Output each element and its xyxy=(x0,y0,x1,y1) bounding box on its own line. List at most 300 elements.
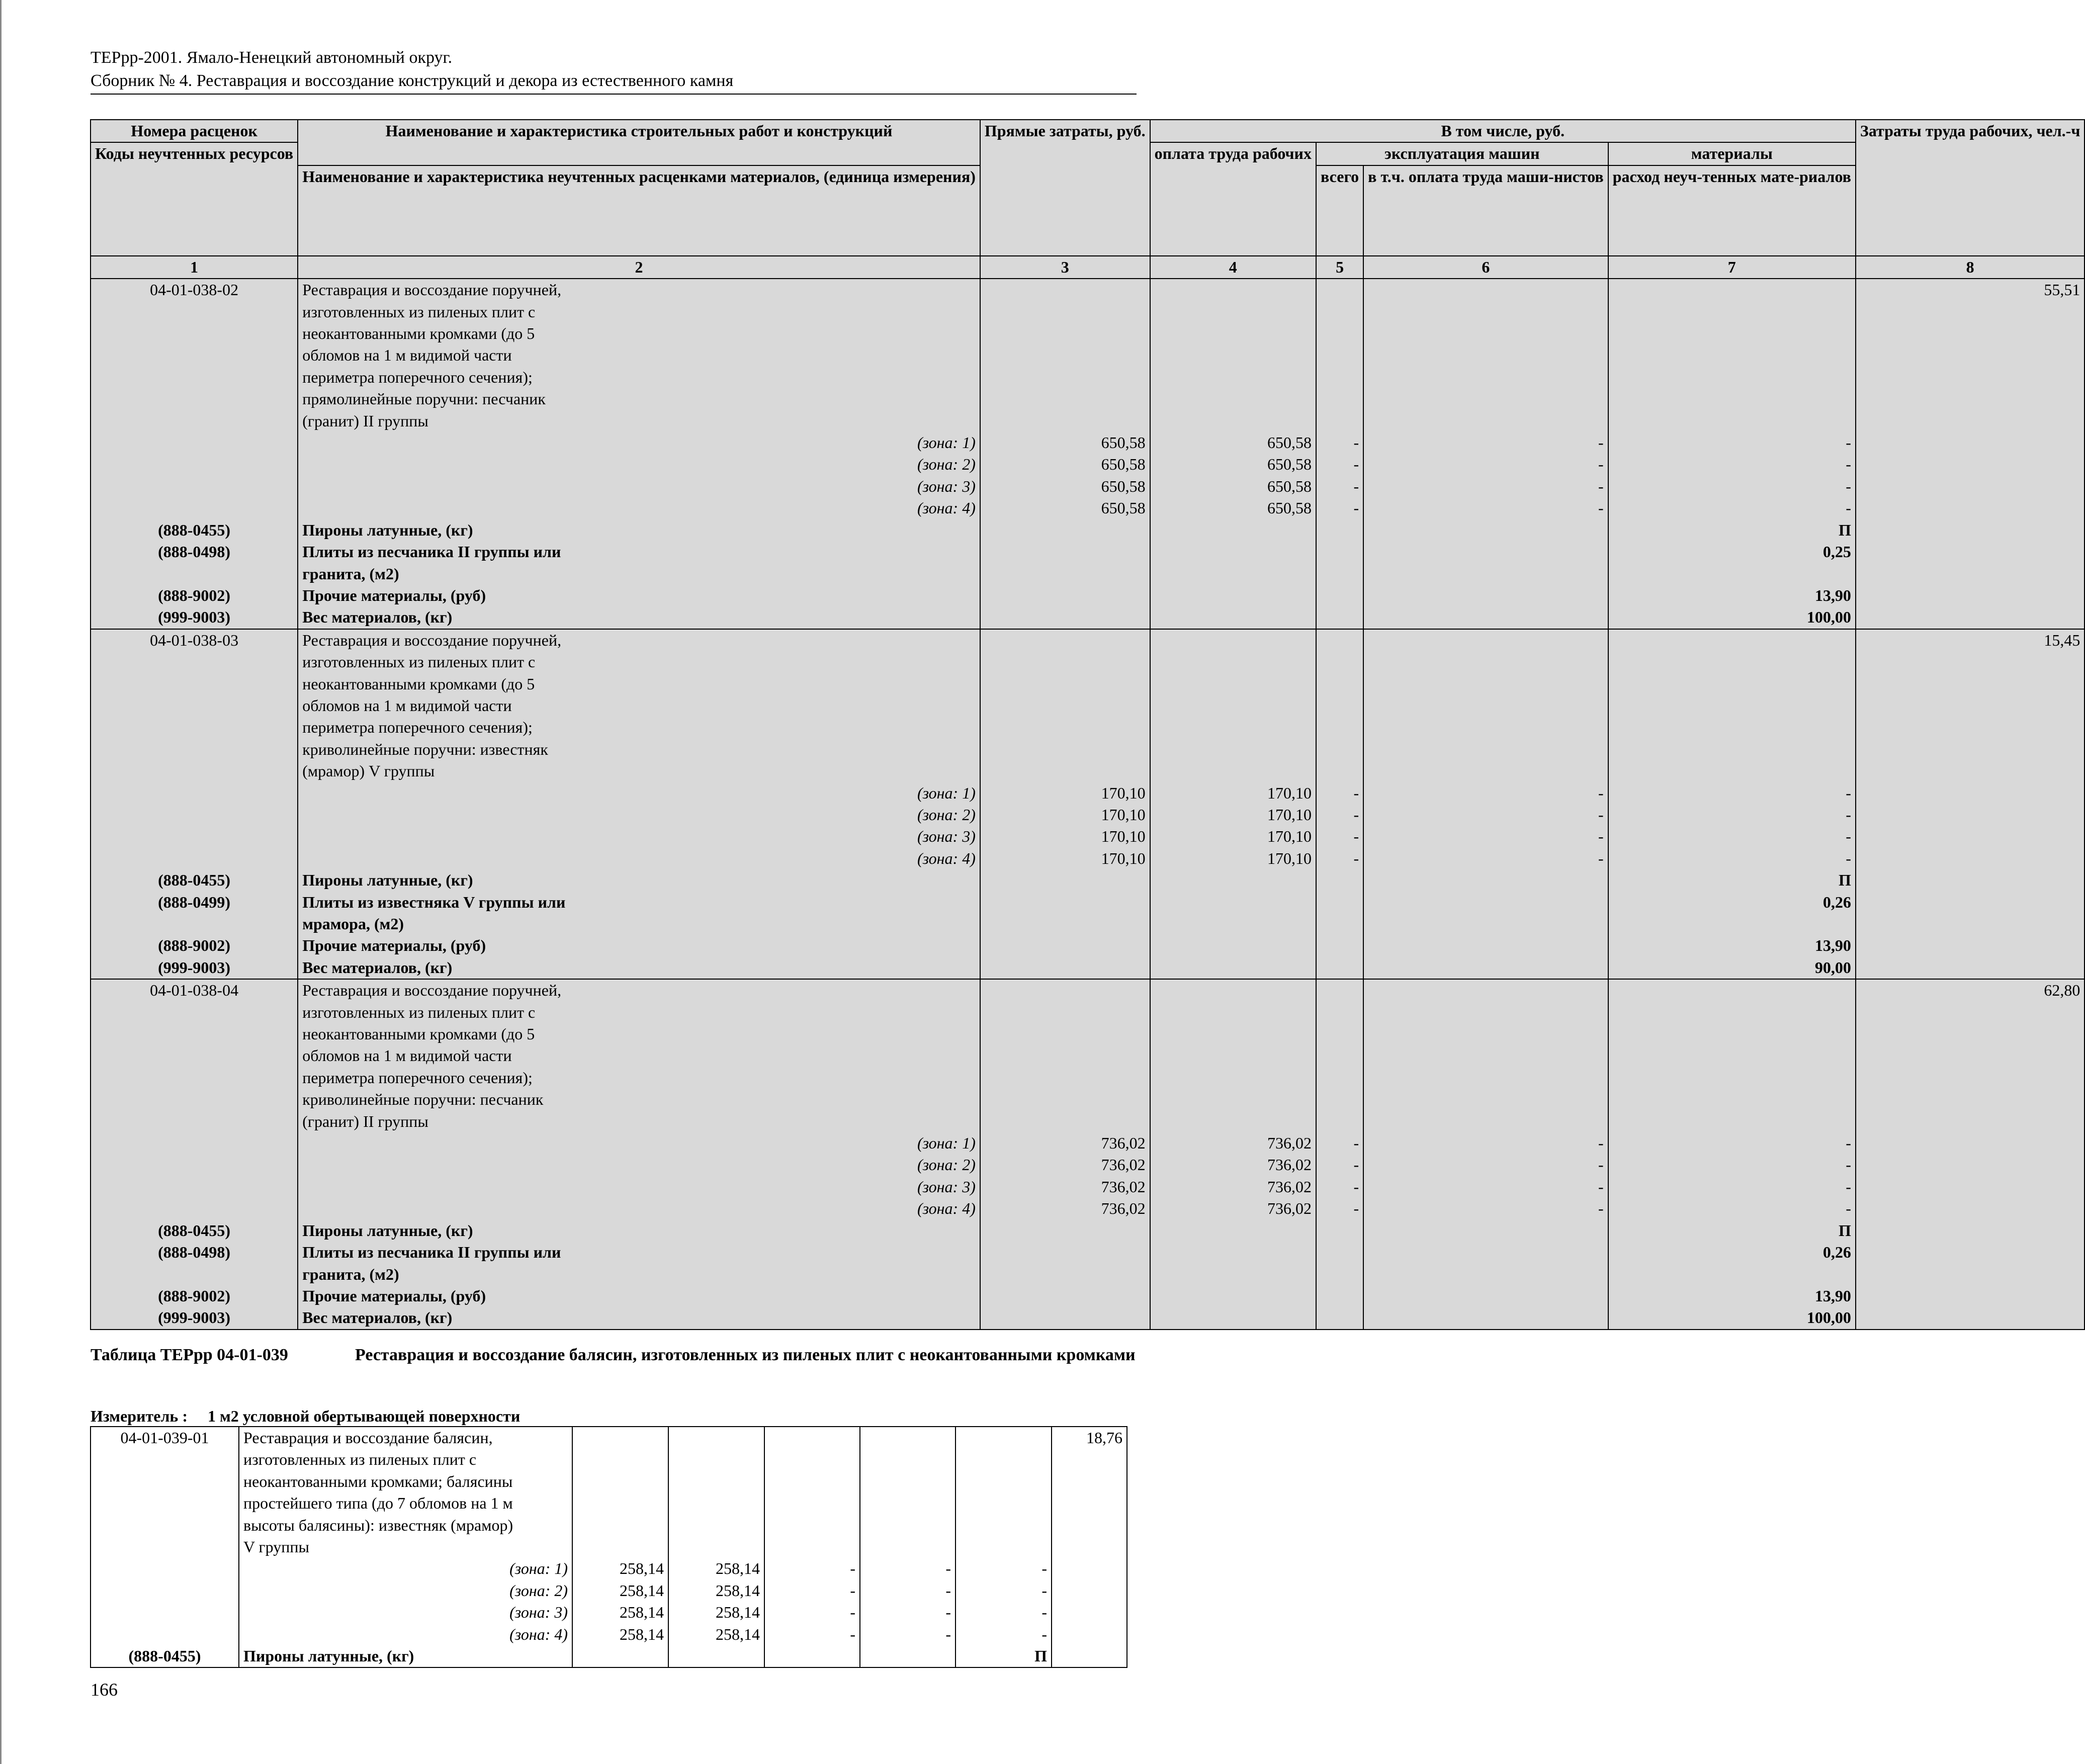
col-number: 2 xyxy=(298,256,980,279)
col-number: 7 xyxy=(1608,256,1856,279)
empty-cell xyxy=(572,1471,668,1492)
empty-cell xyxy=(980,739,1150,760)
description-row xyxy=(91,1067,2084,1089)
empty-cell xyxy=(572,1427,668,1449)
empty-cell xyxy=(91,454,298,475)
description-row xyxy=(91,673,2084,695)
materials-cost: - xyxy=(955,1602,1052,1623)
direct-cost: 736,02 xyxy=(980,1154,1150,1176)
resource-consumption: П xyxy=(1608,519,1856,541)
materials-cost: - xyxy=(1608,1176,1856,1198)
empty-cell xyxy=(91,804,298,826)
resource-consumption: 0,25 xyxy=(1608,541,1856,563)
description-row xyxy=(91,1045,2084,1067)
zone-row xyxy=(91,432,2084,454)
resource-consumption: 100,00 xyxy=(1608,606,1856,629)
empty-cell xyxy=(1150,1220,1316,1242)
empty-cell xyxy=(980,563,1150,585)
empty-cell xyxy=(1316,717,1363,738)
empty-cell xyxy=(980,1089,1150,1110)
empty-cell xyxy=(980,344,1150,366)
empty-cell xyxy=(1316,1067,1363,1089)
rate-code: 04-01-038-04 xyxy=(91,979,298,1001)
description-line: обломов на 1 м видимой части xyxy=(298,1045,980,1067)
materials-cost: - xyxy=(1608,497,1856,519)
direct-cost: 258,14 xyxy=(572,1624,668,1645)
description-line: Реставрация и воссоздание поручней, xyxy=(298,979,980,1001)
resource-consumption: 100,00 xyxy=(1608,1307,1856,1329)
description-row xyxy=(91,301,2084,323)
machinist-pay: - xyxy=(1363,782,1608,804)
measure-line xyxy=(91,1406,520,1426)
machine-total: - xyxy=(1316,826,1363,847)
resource-code: (888-0455) xyxy=(91,869,298,891)
empty-cell xyxy=(980,1242,1150,1263)
empty-cell xyxy=(860,1492,955,1514)
description-line: криволинейные поручни: песчаник xyxy=(298,1089,980,1110)
description-line: изготовленных из пиленых плит с xyxy=(239,1449,572,1470)
empty-cell xyxy=(1608,629,1856,651)
empty-cell xyxy=(668,1427,764,1449)
empty-cell xyxy=(1363,957,1608,979)
empty-cell xyxy=(1150,1045,1316,1067)
empty-cell xyxy=(1608,695,1856,717)
col-number: 4 xyxy=(1150,256,1316,279)
empty-cell xyxy=(1363,760,1608,782)
resource-name: Плиты из известняка V группы или xyxy=(298,892,980,913)
empty-cell xyxy=(91,367,298,388)
empty-cell xyxy=(91,1264,298,1285)
col-number: 3 xyxy=(980,256,1150,279)
table-2-heading: Реставрация и воссоздание балясин, изготовленных из пиленых плит с неокантованными кромками xyxy=(355,1346,1136,1364)
empty-cell xyxy=(980,519,1150,541)
empty-cell xyxy=(1316,344,1363,366)
empty-cell xyxy=(91,1602,239,1623)
empty-cell xyxy=(1363,410,1608,432)
empty-cell xyxy=(1608,344,1856,366)
col-number: 5 xyxy=(1316,256,1363,279)
description-row xyxy=(91,323,2084,344)
empty-cell xyxy=(1856,935,2084,956)
labor-cost: 15,45 xyxy=(1856,629,2084,651)
direct-cost: 736,02 xyxy=(980,1198,1150,1219)
empty-cell xyxy=(91,497,298,519)
machinist-pay: - xyxy=(1363,1132,1608,1154)
empty-cell xyxy=(1316,913,1363,935)
empty-cell xyxy=(91,1624,239,1645)
empty-cell xyxy=(1150,717,1316,738)
empty-cell xyxy=(1150,323,1316,344)
resource-code: (888-0498) xyxy=(91,1242,298,1263)
empty-cell xyxy=(1316,563,1363,585)
empty-cell xyxy=(1150,892,1316,913)
machinist-pay: - xyxy=(860,1558,955,1579)
description-line: периметра поперечного сечения); xyxy=(298,1067,980,1089)
resource-name: гранита, (м2) xyxy=(298,563,980,585)
empty-cell xyxy=(1052,1580,1127,1602)
empty-cell xyxy=(1150,1264,1316,1285)
empty-cell xyxy=(91,651,298,673)
description-row xyxy=(91,1111,2084,1132)
empty-cell xyxy=(1363,1220,1608,1242)
direct-cost: 170,10 xyxy=(980,826,1150,847)
empty-cell xyxy=(1856,1285,2084,1307)
empty-cell xyxy=(1608,1067,1856,1089)
description-line: Реставрация и воссоздание балясин, xyxy=(239,1427,572,1449)
empty-cell xyxy=(1316,629,1363,651)
machine-total: - xyxy=(764,1580,860,1602)
empty-cell xyxy=(1316,367,1363,388)
empty-cell xyxy=(1856,367,2084,388)
description-row xyxy=(91,1002,2084,1023)
empty-cell xyxy=(91,1492,239,1514)
resource-row xyxy=(91,957,2084,979)
description-line: (мрамор) V группы xyxy=(298,760,980,782)
empty-cell xyxy=(955,1492,1052,1514)
direct-cost: 736,02 xyxy=(980,1176,1150,1198)
empty-cell xyxy=(1052,1624,1127,1645)
direct-cost: 258,14 xyxy=(572,1558,668,1579)
worker-pay: 170,10 xyxy=(1150,848,1316,869)
empty-cell xyxy=(980,279,1150,301)
empty-cell xyxy=(980,892,1150,913)
description-row xyxy=(91,1515,1127,1536)
empty-cell xyxy=(668,1492,764,1514)
description-row xyxy=(91,1089,2084,1110)
empty-cell xyxy=(91,739,298,760)
resource-code: (999-9003) xyxy=(91,1307,298,1329)
empty-cell xyxy=(1363,913,1608,935)
zone-label: (зона: 1) xyxy=(298,432,980,454)
empty-cell xyxy=(980,367,1150,388)
resource-code: (999-9003) xyxy=(91,606,298,629)
empty-cell xyxy=(764,1492,860,1514)
empty-cell xyxy=(764,1449,860,1470)
empty-cell xyxy=(91,826,298,847)
empty-cell xyxy=(980,935,1150,956)
resource-code: (888-0455) xyxy=(91,1220,298,1242)
empty-cell xyxy=(572,1449,668,1470)
empty-cell xyxy=(1608,410,1856,432)
col-consumption: расход неуч-тенных мате-риалов xyxy=(1608,165,1856,256)
empty-cell xyxy=(1856,1045,2084,1067)
machinist-pay: - xyxy=(1363,1198,1608,1219)
resource-row xyxy=(91,563,2084,585)
empty-cell xyxy=(860,1536,955,1558)
empty-cell xyxy=(980,1023,1150,1045)
empty-cell xyxy=(1856,388,2084,410)
zone-row xyxy=(91,1132,2084,1154)
empty-cell xyxy=(1608,1002,1856,1023)
empty-cell xyxy=(980,1264,1150,1285)
empty-cell xyxy=(1856,760,2084,782)
empty-cell xyxy=(1316,739,1363,760)
empty-cell xyxy=(1856,519,2084,541)
description-line: обломов на 1 м видимой части xyxy=(298,695,980,717)
description-line: периметра поперечного сечения); xyxy=(298,367,980,388)
empty-cell xyxy=(1150,913,1316,935)
direct-cost: 170,10 xyxy=(980,782,1150,804)
empty-cell xyxy=(1150,279,1316,301)
empty-cell xyxy=(1608,1089,1856,1110)
empty-cell xyxy=(1316,323,1363,344)
empty-cell xyxy=(980,673,1150,695)
empty-cell xyxy=(1608,1045,1856,1067)
empty-cell xyxy=(1856,892,2084,913)
machinist-pay: - xyxy=(1363,432,1608,454)
worker-pay: 258,14 xyxy=(668,1602,764,1623)
empty-cell xyxy=(1150,935,1316,956)
empty-cell xyxy=(572,1492,668,1514)
machinist-pay: - xyxy=(1363,476,1608,497)
empty-cell xyxy=(1856,717,2084,738)
description-line: прямолинейные поручни: песчаник xyxy=(298,388,980,410)
empty-cell xyxy=(1608,1023,1856,1045)
zone-row xyxy=(91,826,2084,847)
labor-cost: 18,76 xyxy=(1052,1427,1127,1449)
empty-cell xyxy=(1316,892,1363,913)
zone-row xyxy=(91,1580,1127,1602)
resource-name: Плиты из песчаника II группы или xyxy=(298,1242,980,1263)
empty-cell xyxy=(1316,388,1363,410)
worker-pay: 650,58 xyxy=(1150,476,1316,497)
empty-cell xyxy=(1052,1515,1127,1536)
empty-cell xyxy=(91,432,298,454)
description-line: изготовленных из пиленых плит с xyxy=(298,301,980,323)
empty-cell xyxy=(980,585,1150,606)
empty-cell xyxy=(1608,739,1856,760)
empty-cell xyxy=(1150,1111,1316,1132)
empty-cell xyxy=(1316,279,1363,301)
empty-cell xyxy=(980,869,1150,891)
worker-pay: 650,58 xyxy=(1150,432,1316,454)
machinist-pay: - xyxy=(1363,1176,1608,1198)
empty-cell xyxy=(1608,760,1856,782)
empty-cell xyxy=(91,1176,298,1198)
resource-consumption: П xyxy=(955,1645,1052,1667)
empty-cell xyxy=(1150,344,1316,366)
empty-cell xyxy=(980,388,1150,410)
empty-cell xyxy=(1150,651,1316,673)
empty-cell xyxy=(1608,279,1856,301)
empty-cell xyxy=(1608,717,1856,738)
empty-cell xyxy=(91,1580,239,1602)
empty-cell xyxy=(91,1449,239,1470)
worker-pay: 170,10 xyxy=(1150,804,1316,826)
empty-cell xyxy=(764,1427,860,1449)
empty-cell xyxy=(1608,367,1856,388)
empty-cell xyxy=(1608,979,1856,1001)
empty-cell xyxy=(1363,979,1608,1001)
machinist-pay: - xyxy=(1363,848,1608,869)
direct-cost: 258,14 xyxy=(572,1580,668,1602)
empty-cell xyxy=(1856,1002,2084,1023)
empty-cell xyxy=(668,1449,764,1470)
zone-row xyxy=(91,1558,1127,1579)
empty-cell xyxy=(1363,519,1608,541)
empty-cell xyxy=(1150,760,1316,782)
materials-cost: - xyxy=(1608,1198,1856,1219)
worker-pay: 258,14 xyxy=(668,1558,764,1579)
empty-cell xyxy=(955,1449,1052,1470)
machinist-pay: - xyxy=(1363,454,1608,475)
zone-label: (зона: 3) xyxy=(298,476,980,497)
empty-cell xyxy=(1316,1220,1363,1242)
empty-cell xyxy=(91,1558,239,1579)
empty-cell xyxy=(980,629,1150,651)
empty-cell xyxy=(1150,739,1316,760)
empty-cell xyxy=(1363,869,1608,891)
empty-cell xyxy=(1856,1089,2084,1110)
empty-cell xyxy=(955,1427,1052,1449)
empty-cell xyxy=(1150,695,1316,717)
empty-cell xyxy=(1856,1023,2084,1045)
resource-name: Прочие материалы, (руб) xyxy=(298,585,980,606)
empty-cell xyxy=(1150,957,1316,979)
empty-cell xyxy=(1856,1132,2084,1154)
empty-cell xyxy=(91,410,298,432)
zone-label: (зона: 3) xyxy=(239,1602,572,1623)
empty-cell xyxy=(1363,541,1608,563)
empty-cell xyxy=(1856,695,2084,717)
empty-cell xyxy=(1316,606,1363,629)
empty-cell xyxy=(1150,1089,1316,1110)
empty-cell xyxy=(1316,869,1363,891)
page-number: 166 xyxy=(91,1680,118,1700)
machinist-pay: - xyxy=(1363,826,1608,847)
zone-label: (зона: 2) xyxy=(239,1580,572,1602)
empty-cell xyxy=(1856,848,2084,869)
direct-cost: 650,58 xyxy=(980,454,1150,475)
description-line: неокантованными кромками (до 5 xyxy=(298,1023,980,1045)
empty-cell xyxy=(1363,1023,1608,1045)
empty-cell xyxy=(1052,1449,1127,1470)
empty-cell xyxy=(91,782,298,804)
materials-cost: - xyxy=(1608,476,1856,497)
empty-cell xyxy=(1316,301,1363,323)
worker-pay: 258,14 xyxy=(668,1580,764,1602)
zone-row xyxy=(91,1154,2084,1176)
empty-cell xyxy=(91,388,298,410)
zone-row xyxy=(91,1176,2084,1198)
empty-cell xyxy=(91,1515,239,1536)
empty-cell xyxy=(1608,913,1856,935)
empty-cell xyxy=(1856,1154,2084,1176)
header-line-2: Сборник № 4. Реставрация и воссоздание конструкций и декора из естественного камня xyxy=(91,71,734,90)
resource-row xyxy=(91,1220,2084,1242)
machine-total: - xyxy=(1316,432,1363,454)
col-name-works: Наименование и характеристика строительных работ и конструкций xyxy=(298,120,980,165)
empty-cell xyxy=(91,1471,239,1492)
empty-cell xyxy=(91,344,298,366)
direct-cost: 258,14 xyxy=(572,1602,668,1623)
zone-label: (зона: 3) xyxy=(298,1176,980,1198)
empty-cell xyxy=(1363,1045,1608,1067)
empty-cell xyxy=(1856,651,2084,673)
col-name-materials: Наименование и характеристика неучтенных расценками материалов, (единица измерения) xyxy=(298,165,980,256)
worker-pay: 650,58 xyxy=(1150,454,1316,475)
empty-cell xyxy=(1856,826,2084,847)
description-line: периметра поперечного сечения); xyxy=(298,717,980,738)
empty-cell xyxy=(980,323,1150,344)
description-line: высоты балясины): известняк (мрамор) xyxy=(239,1515,572,1536)
worker-pay: 170,10 xyxy=(1150,782,1316,804)
resource-name: Вес материалов, (кг) xyxy=(298,957,980,979)
empty-cell xyxy=(1608,563,1856,585)
zone-label: (зона: 2) xyxy=(298,454,980,475)
empty-cell xyxy=(980,1111,1150,1132)
resource-name: Пироны латунные, (кг) xyxy=(239,1645,572,1667)
col-materials: материалы xyxy=(1608,142,1856,165)
materials-cost: - xyxy=(1608,826,1856,847)
machine-total: - xyxy=(1316,804,1363,826)
resource-consumption: 13,90 xyxy=(1608,585,1856,606)
empty-cell xyxy=(1856,410,2084,432)
empty-cell xyxy=(91,301,298,323)
zone-row xyxy=(91,804,2084,826)
empty-cell xyxy=(1363,695,1608,717)
description-line: неокантованными кромками (до 5 xyxy=(298,323,980,344)
zone-label: (зона: 2) xyxy=(298,804,980,826)
machine-total: - xyxy=(1316,782,1363,804)
empty-cell xyxy=(1856,782,2084,804)
description-line: V группы xyxy=(239,1536,572,1558)
empty-cell xyxy=(1363,651,1608,673)
col-total: всего xyxy=(1316,165,1363,256)
resource-row xyxy=(91,869,2084,891)
empty-cell xyxy=(980,913,1150,935)
description-line: Реставрация и воссоздание поручней, xyxy=(298,279,980,301)
empty-cell xyxy=(1608,388,1856,410)
zone-label: (зона: 1) xyxy=(298,1132,980,1154)
empty-cell xyxy=(1856,606,2084,629)
description-row xyxy=(91,1427,1127,1449)
empty-cell xyxy=(980,1285,1150,1307)
empty-cell xyxy=(980,695,1150,717)
resource-consumption: П xyxy=(1608,1220,1856,1242)
empty-cell xyxy=(91,695,298,717)
machine-total: - xyxy=(1316,1198,1363,1219)
empty-cell xyxy=(1363,367,1608,388)
empty-cell xyxy=(1150,519,1316,541)
empty-cell xyxy=(668,1471,764,1492)
empty-cell xyxy=(980,651,1150,673)
empty-cell xyxy=(1150,606,1316,629)
empty-cell xyxy=(1150,979,1316,1001)
header-line-1: ТЕРрр-2001. Ямало-Ненецкий автономный округ. xyxy=(91,48,453,67)
empty-cell xyxy=(1316,1264,1363,1285)
machinist-pay: - xyxy=(860,1580,955,1602)
col-labor-costs: Затраты труда рабочих, чел.-ч xyxy=(1856,120,2084,256)
resource-row xyxy=(91,913,2084,935)
machine-total: - xyxy=(1316,848,1363,869)
description-row xyxy=(91,388,2084,410)
empty-cell xyxy=(1052,1492,1127,1514)
description-row xyxy=(91,1471,1127,1492)
empty-cell xyxy=(91,848,298,869)
zone-label: (зона: 2) xyxy=(298,1154,980,1176)
empty-cell xyxy=(1316,760,1363,782)
empty-cell xyxy=(572,1536,668,1558)
resource-row xyxy=(91,585,2084,606)
empty-cell xyxy=(1363,1002,1608,1023)
rates-table xyxy=(90,119,2085,1330)
description-row xyxy=(91,279,2084,301)
direct-cost: 650,58 xyxy=(980,497,1150,519)
materials-cost: - xyxy=(955,1558,1052,1579)
resource-code: (888-0455) xyxy=(91,1645,239,1667)
description-row xyxy=(91,410,2084,432)
